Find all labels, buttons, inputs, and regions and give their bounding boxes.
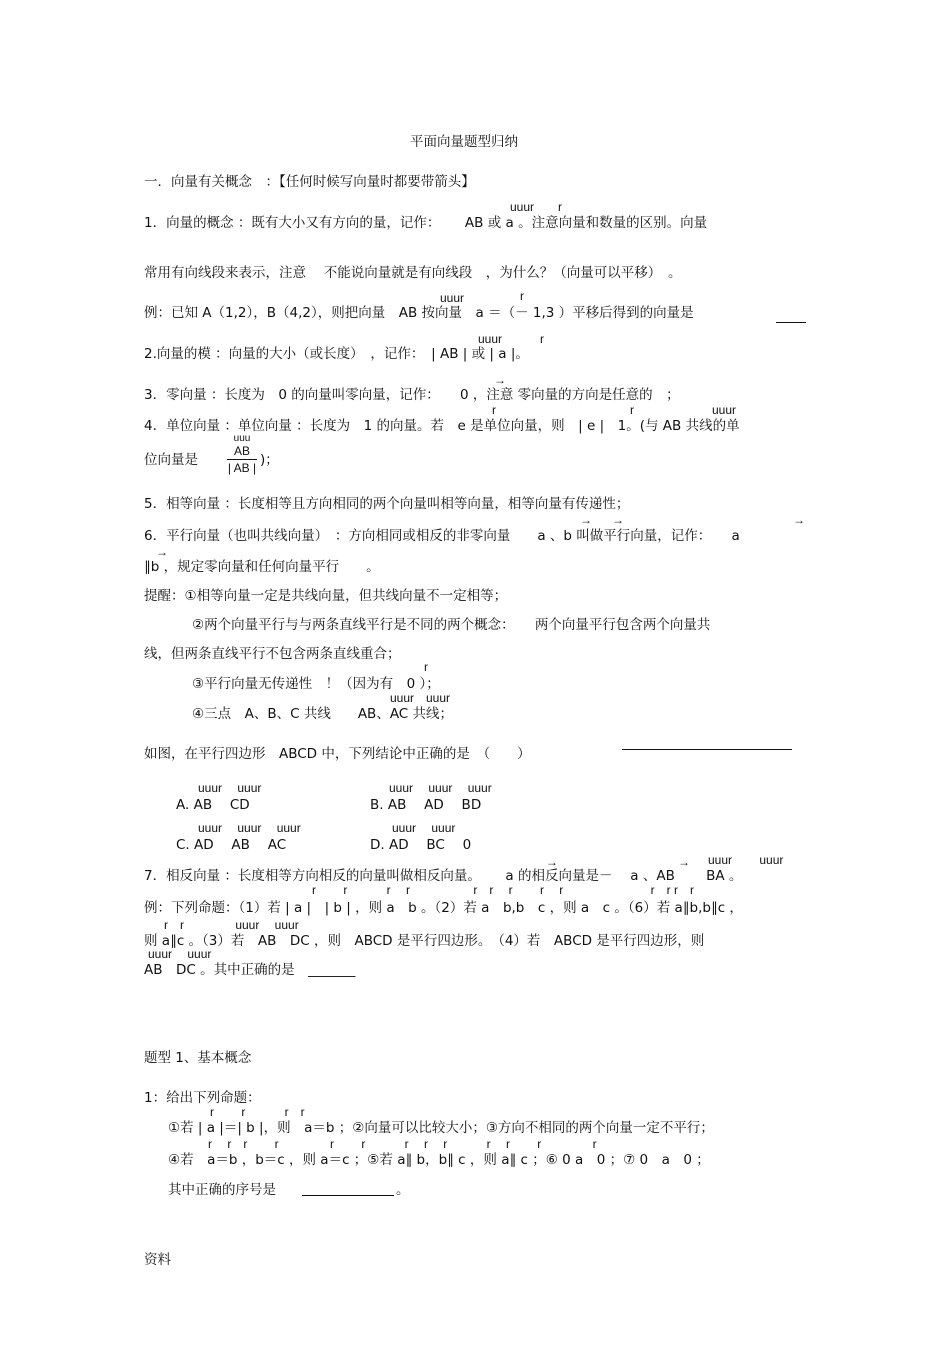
arrow-mark: r r r r r r r r r r r r r — [312, 883, 694, 897]
arrow-mark: uuur — [426, 691, 451, 705]
paragraph-line: ②两个向量平行与与两条直线平行是不同的两个概念： 两个向量平行包含两个向量共 — [192, 617, 711, 633]
answer-blank — [776, 321, 806, 323]
paragraph-line: 提醒：①相等向量一定是共线向量，但共线向量不一定相等； — [144, 588, 508, 604]
paragraph-line: 位向量是 — [144, 452, 198, 468]
section-heading-1: 一．向量有关概念 ：【任何时候写向量时都要带箭头】 — [144, 174, 475, 190]
arrow-mark: r r r r r r r r r r r r r — [208, 1137, 597, 1151]
question-1: 1：给出下列命题： — [144, 1090, 261, 1106]
question-line: ①若 | a |＝| b |，则 a＝b ；②向量可以比较大小；③方向不相同的两个向量一定不平行； — [168, 1120, 714, 1136]
footer-label: 资料 — [144, 1252, 171, 1268]
paragraph-line: 6．平行向量（也叫共线向量） ：方向相同或相反的非零向量 a 、b 叫做平行向量，记作： a — [144, 528, 740, 544]
arrow-mark: uuur uuur — [708, 853, 784, 867]
arrow-mark: uuur uuur uuur — [198, 821, 301, 835]
paragraph-line: 4．单位向量 ：单位向量 ：长度为 1 的向量。若 e 是单位向量，则 | e | 1。(与 AB 共线的单 — [144, 418, 740, 434]
paragraph-line: 2.向量的模 ：向量的大小（或长度） ，记作： | AB | 或 | a |。 — [144, 346, 529, 362]
paragraph-line: AB DC 。其中正确的是 _______ — [144, 962, 356, 978]
arrow-mark: r — [630, 403, 634, 417]
fraction-numerator: AB — [233, 444, 250, 458]
arrow-mark: uuu — [233, 433, 251, 444]
answer-blank — [622, 748, 792, 750]
paragraph-line: 常用有向线段来表示，注意 不能说向量就是有向线段 ，为什么？（向量可以平移） 。 — [144, 265, 682, 281]
arrow-mark: → — [156, 545, 168, 559]
paragraph-line: ③平行向量无传递性 ！（因为有 0 ）； — [192, 676, 440, 692]
arrow-mark: uuur uuur — [148, 947, 212, 961]
arrow-mark: r — [492, 403, 496, 417]
arrow-mark: → — [580, 513, 592, 527]
arrow-mark: → — [678, 855, 690, 869]
option-d: D. AD BC 0 — [370, 837, 472, 853]
arrow-mark: r r r r — [210, 1105, 305, 1119]
arrow-mark: uuur — [440, 291, 465, 305]
paragraph-line: ④三点 A、B、C 共线 AB、AC 共线； — [192, 706, 454, 722]
paragraph-line: 3．零向量 ：长度为 0 的向量叫零向量，记作： 0 ，注意 零向量的方向是任意的 ； — [144, 387, 680, 403]
question-line: 其中正确的序号是 — [168, 1182, 276, 1198]
arrow-mark: r — [424, 660, 428, 674]
section-heading-2: 题型 1、基本概念 — [144, 1050, 252, 1066]
arrow-mark: uuur — [478, 332, 503, 346]
paragraph-line: ∥b ，规定零向量和任何向量平行 。 — [144, 559, 380, 575]
arrow-mark: → — [793, 513, 805, 527]
paragraph-line: )； — [260, 452, 279, 468]
arrow-mark: uuur — [390, 691, 415, 705]
page-title: 平面向量题型归纳 — [410, 134, 518, 150]
answer-blank — [302, 1194, 394, 1196]
paragraph-line: 例：已知 A（1,2），B（4,2），则把向量 AB 按向量 a ＝（－ 1,3 ）平移后得到的向量是 — [144, 305, 694, 321]
arrow-mark: uuur uuur — [198, 781, 262, 795]
arrow-mark: uuur — [712, 403, 737, 417]
arrow-mark: r — [558, 200, 562, 214]
paragraph-line: 线，但两条直线平行不包含两条直线重合； — [144, 646, 401, 662]
arrow-mark: uuur uuur uuur — [389, 781, 492, 795]
fraction-bar — [227, 459, 257, 460]
paragraph-line: 5．相等向量 ：长度相等且方向相同的两个向量叫相等向量，相等向量有传递性； — [144, 496, 630, 512]
arrow-mark: uuur — [510, 200, 535, 214]
paragraph-line: 例：下列命题：（1）若 | a | | b | ，则 a b 。（2）若 a b,b c ，则 a c 。（6）若 a∥b,b∥c ， — [144, 900, 743, 916]
arrow-mark: r — [520, 289, 524, 303]
arrow-mark: r r uuur uuur — [164, 918, 299, 932]
option-a: A. AB CD — [176, 797, 250, 813]
paragraph-line: 如图，在平行四边形 ABCD 中，下列结论中正确的是 （ ） — [144, 746, 531, 762]
unit-vector-fraction — [224, 434, 260, 475]
arrow-mark: → — [612, 513, 624, 527]
arrow-mark: uuur uuur — [392, 821, 456, 835]
arrow-mark: r — [540, 332, 544, 346]
paragraph-line: 则 a∥c 。（3）若 AB DC ，则 ABCD 是平行四边形。 （4）若 ABCD 是平行四边形，则 — [144, 933, 705, 949]
option-c: C. AD AB AC — [176, 837, 287, 853]
paragraph-line: 1．向量的概念 ：既有大小又有方向的量，记作： AB 或 a 。注意向量和数量的区别。向量 — [144, 215, 708, 231]
question-line-end: 。 — [396, 1182, 410, 1198]
fraction-denominator: | AB | — [227, 461, 257, 475]
question-line: ④若 a＝b ，b＝c ，则 a＝c ；⑤若 a∥ b，b∥ c ，则 a∥ c ；⑥ 0 a 0 ；⑦ 0 a 0 ； — [168, 1152, 710, 1168]
paragraph-line: 7．相反向量 ：长度相等方向相反的向量叫做相反向量。 a 的相反向量是－ a 、AB BA 。 — [144, 868, 743, 884]
option-b: B. AB AD BD — [370, 797, 482, 813]
arrow-mark: → — [494, 373, 506, 387]
arrow-mark: → — [546, 855, 558, 869]
